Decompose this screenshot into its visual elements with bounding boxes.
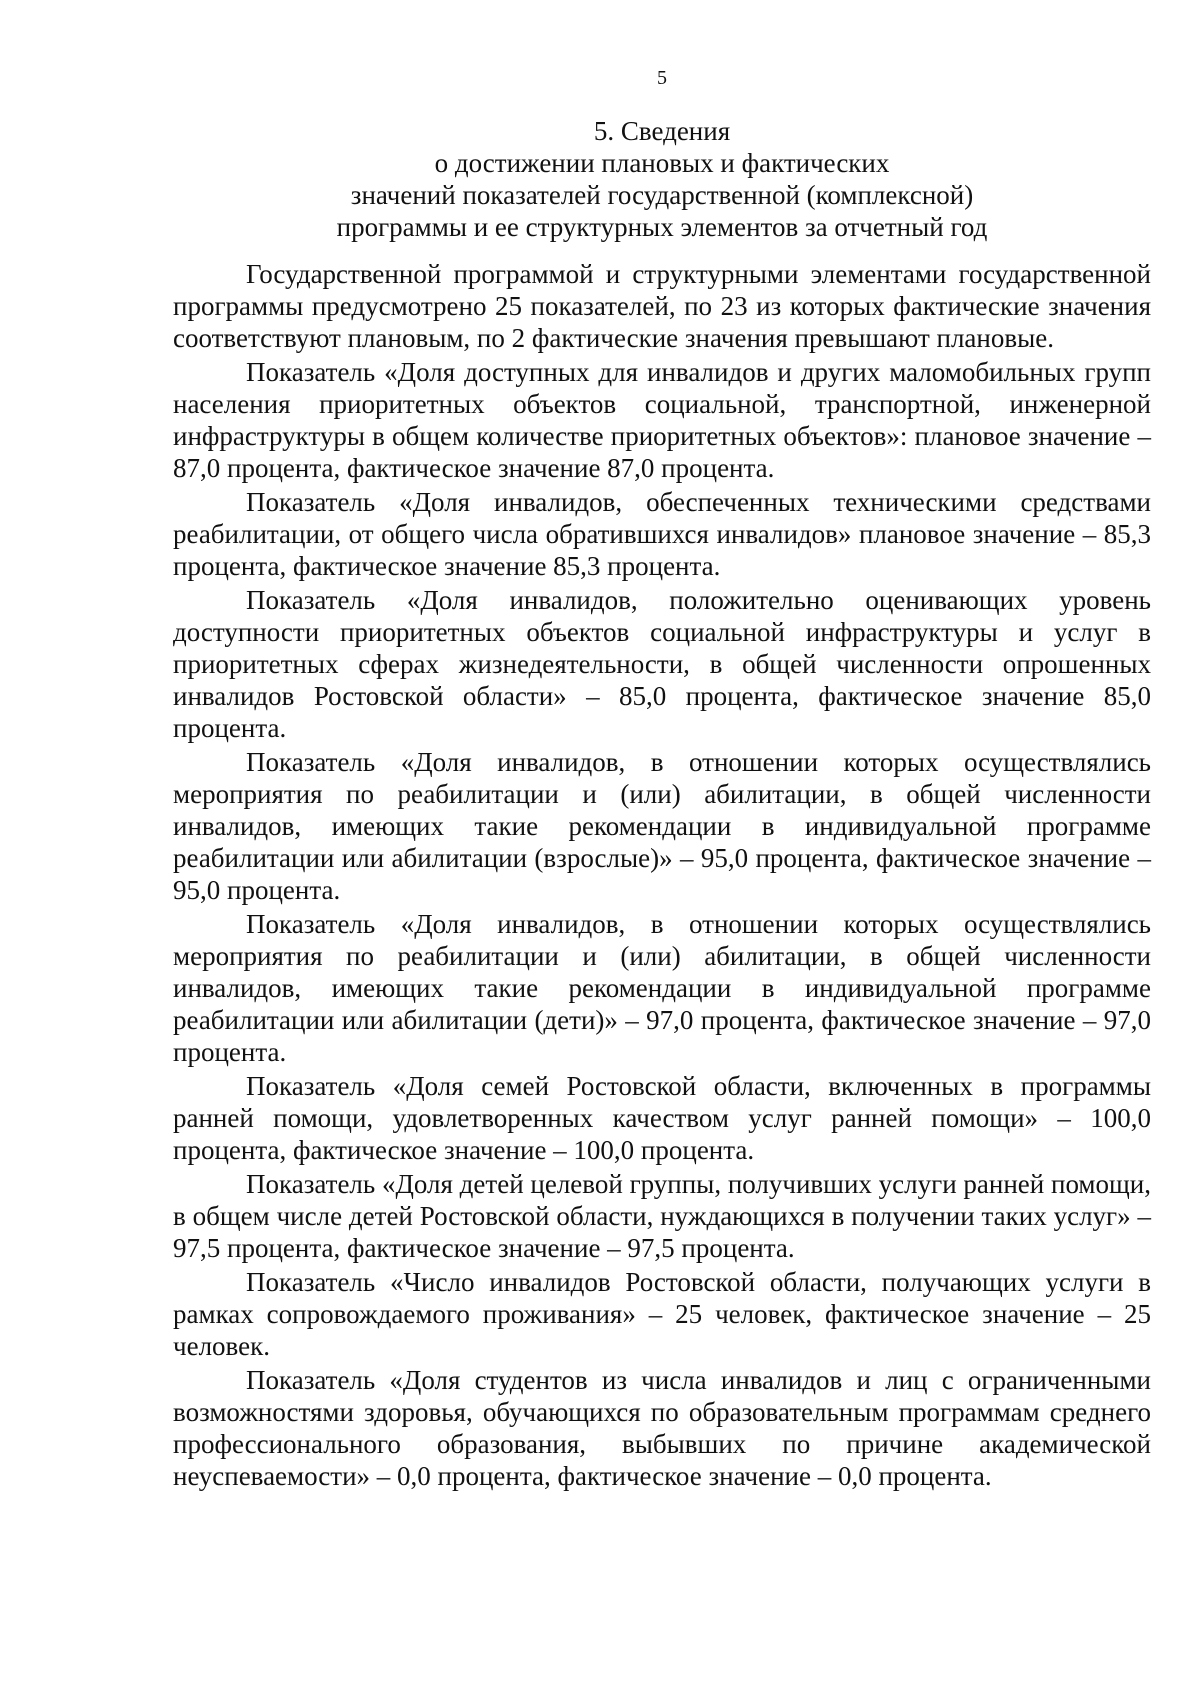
paragraph-indicator: Показатель «Доля инвалидов, положительно оценивающих уровень доступности приоритетных объектов социальной инфраструктуры и услуг в приоритетных сферах жизнедеятельности, в общей численности опрошенных инвалидов Ростовской области» – 85,0 процента, фактическое значение 85,0 процента. bbox=[173, 585, 1151, 743]
heading-line: 5. Сведения bbox=[593, 116, 731, 146]
paragraph-indicator: Показатель «Доля инвалидов, в отношении которых осуществлялись мероприятия по реабилитации и (или) абилитации, в общей численности инвалидов, имеющих такие рекомендации в индивидуальной программе реабилитации или абилитации (взрослые)» – 95,0 процента, фактическое значение – 95,0 процента. bbox=[173, 747, 1151, 905]
paragraph-indicator: Показатель «Доля инвалидов, обеспеченных техническими средствами реабилитации, от общего числа обратившихся инвалидов» плановое значение – 85,3 процента, фактическое значение 85,3 процента. bbox=[173, 487, 1151, 581]
page-number: 5 bbox=[657, 67, 667, 89]
paragraph-indicator: Показатель «Доля детей целевой группы, получивших услуги ранней помощи, в общем числе детей Ростовской области, нуждающихся в получении таких услуг» – 97,5 процента, фактическое значение – 97,5 процента. bbox=[173, 1169, 1151, 1263]
section-heading bbox=[173, 115, 1151, 243]
heading-line: о достижении плановых и фактических bbox=[434, 148, 890, 178]
heading-line: значений показателей государственной (комплексной) bbox=[350, 180, 974, 210]
paragraph-indicator: Показатель «Доля студентов из числа инвалидов и лиц с ограниченными возможностями здоровья, обучающихся по образовательным программам среднего профессионального образования, выбывших по причине академической неуспеваемости» – 0,0 процента, фактическое значение – 0,0 процента. bbox=[173, 1365, 1151, 1491]
paragraph-summary: Государственной программой и структурными элементами государственной программы предусмотрено 25 показателей, по 23 из которых фактические значения соответствуют плановым, по 2 фактические значения превышают плановые. bbox=[173, 259, 1151, 353]
body-text bbox=[173, 258, 1151, 1494]
heading-line: программы и ее структурных элементов за отчетный год bbox=[336, 212, 988, 242]
paragraph-indicator: Показатель «Число инвалидов Ростовской области, получающих услуги в рамках сопровождаемого проживания» – 25 человек, фактическое значение – 25 человек. bbox=[173, 1267, 1151, 1361]
paragraph-indicator: Показатель «Доля семей Ростовской области, включенных в программы ранней помощи, удовлетворенных качеством услуг ранней помощи» – 100,0 процента, фактическое значение – 100,0 процента. bbox=[173, 1071, 1151, 1165]
paragraph-indicator: Показатель «Доля доступных для инвалидов и других маломобильных групп населения приоритетных объектов социальной, транспортной, инженерной инфраструктуры в общем количестве приоритетных объектов»: плановое значение – 87,0 процента, фактическое значение 87,0 процента. bbox=[173, 357, 1151, 483]
paragraph-indicator: Показатель «Доля инвалидов, в отношении которых осуществлялись мероприятия по реабилитации и (или) абилитации, в общей численности инвалидов, имеющих такие рекомендации в индивидуальной программе реабилитации или абилитации (дети)» – 97,0 процента, фактическое значение – 97,0 процента. bbox=[173, 909, 1151, 1067]
